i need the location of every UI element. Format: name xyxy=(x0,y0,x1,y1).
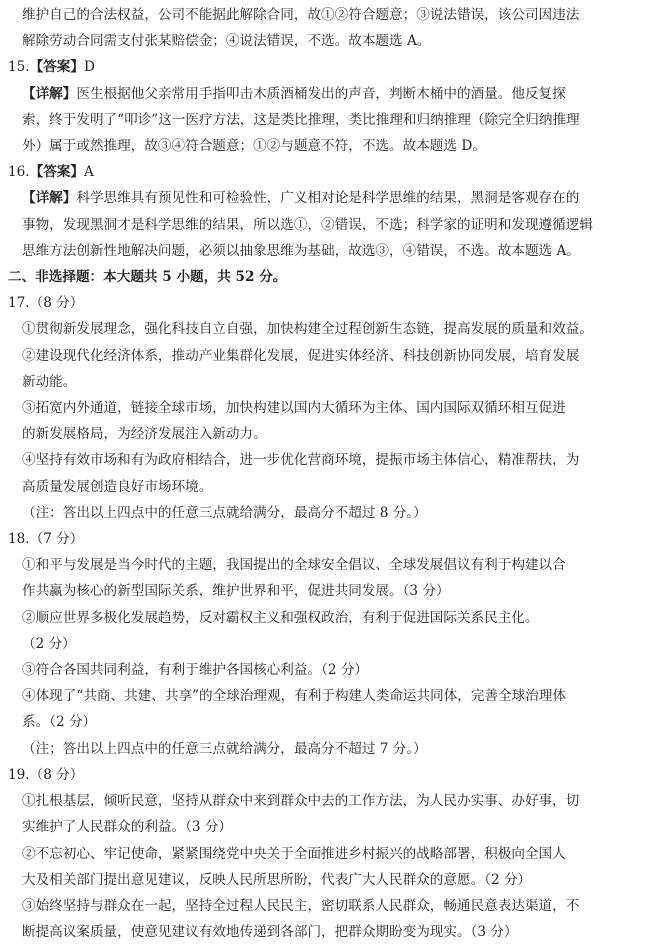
q16-detail-tag: 【详解】 xyxy=(22,190,77,207)
q19-heading: 19.（8 分） xyxy=(8,766,84,783)
q16-number: 16. xyxy=(8,164,30,181)
answer-page xyxy=(8,2,662,945)
intro-line: 维护自己的合法权益，公司不能据此解除合同，故①②符合题意；③说法错误，该公司因违法 xyxy=(22,7,580,23)
q17-line: ④坚持有效市场和有为政府相结合，进一步优化营商环境，提振市场主体信心，精准帮扶，为 xyxy=(22,452,580,469)
q18-line: ②顺应世界多极化发展趋势，反对霸权主义和强权政治，有利于促进国际关系民主化。 xyxy=(22,609,539,626)
q18-line: 作共赢为核心的新型国际关系，维护世界和平，促进共同发展。（3 分） xyxy=(22,583,450,600)
q16-detail-line: 事物，发现黑洞才是科学思维的结果，所以选①，②错误，不选；科学家的证明和发现遵循逻辑 xyxy=(22,216,593,233)
q15-answer: D xyxy=(84,59,95,76)
q16-detail-line: 思维方法创新性地解决问题，必须以抽象思维为基础，故选③，④错误，不选。故本题选 A。 xyxy=(22,242,580,259)
q17-line: ③拓宽内外通道，链接全球市场，加快构建以国内大循环为主体、国内国际双循环相互促进 xyxy=(22,400,566,417)
q17-note: （注：答出以上四点中的任意三点就给满分，最高分不超过 8 分。） xyxy=(22,504,427,521)
intro-line: 解除劳动合同需支付张某赔偿金；④说法错误，不选。故本题选 A。 xyxy=(22,33,431,50)
q18-note: （注；答出以上四点中的任意三点就给满分，最高分不超过 7 分。） xyxy=(22,740,427,757)
q18-line: ③符合各国共同利益，有利于维护各国核心利益。（2 分） xyxy=(22,662,369,679)
q19-line: ②不忘初心、牢记使命，紧紧围绕党中央关于全面推进乡村振兴的战略部署，积极向全国人 xyxy=(22,845,566,862)
q19-line: 实维护了人民群众的利益。（3 分） xyxy=(22,819,233,836)
q16-detail-text: 科学思维具有预见性和可检验性，广义相对论是科学思维的结果，黑洞是客观存在的 xyxy=(76,190,580,207)
q18-line: ④体现了“共商、共建、共享”的全球治理观，有利于构建人类命运共同体，完善全球治理体 xyxy=(22,688,567,705)
q17-line: 新动能。 xyxy=(22,373,77,390)
q19-line: 大及相关部门提出意见建议，反映人民所思所盼，代表广大人民群众的意愿。（2 分） xyxy=(22,871,532,888)
q16-answer-line xyxy=(8,159,662,185)
q15-number: 15. xyxy=(8,59,30,76)
q15-answer-line xyxy=(8,54,662,80)
q16-answer: A xyxy=(84,164,94,181)
q15-detail-text: 医生根据他父亲常用手指叩击木质酒桶发出的声音，判断木桶中的酒量。他反复探 xyxy=(76,85,566,102)
q17-heading: 17.（8 分） xyxy=(8,295,84,312)
q16-detail-line xyxy=(8,185,662,211)
q15-detail-line: 外）属于或然推理，故③④符合题意；①②与题意不符，不选。故本题选 D。 xyxy=(22,138,486,155)
section-heading: 二、非选择题：本大题共 5 小题，共 52 分。 xyxy=(8,269,287,286)
q15-detail-line xyxy=(8,81,662,107)
q18-line: ①和平与发展是当今时代的主题，我国提出的全球安全倡议、全球发展倡议有利于构建以合 xyxy=(22,557,566,574)
q18-line: 系。（2 分） xyxy=(22,714,97,731)
q18-line: （2 分） xyxy=(22,635,76,652)
q15-detail-tag: 【详解】 xyxy=(22,85,77,102)
q19-line: ③始终坚持与群众在一起，坚持全过程人民民主，密切联系人民群众，畅通民意表达渠道，不 xyxy=(22,897,580,914)
q15-detail-line: 索，终于发明了“叩诊”这一医疗方法，这是类比推理，类比推理和归纳推理（除完全归纳推理 xyxy=(22,111,580,128)
q15-answer-tag: 【答案】 xyxy=(29,59,84,76)
q16-answer-tag: 【答案】 xyxy=(29,164,84,181)
q19-line: 断提高议案质量，使意见建议有效地传递到各部门，把群众期盼变为现实。（3 分） xyxy=(22,924,518,941)
q17-line: ①贯彻新发展理念，强化科技自立自强，加快构建全过程创新生态链，提高发展的质量和效益。 xyxy=(22,321,593,338)
q18-heading: 18.（7 分） xyxy=(8,531,84,548)
q19-line: ①扎根基层，倾听民意，坚持从群众中来到群众中去的工作方法，为人民办实事、办好事，切 xyxy=(22,793,580,810)
q17-line: 高质量发展创造良好市场环境。 xyxy=(22,478,213,495)
q17-line: 的新发展格局，为经济发展注入新动力。 xyxy=(22,426,267,443)
q17-line: ②建设现代化经济体系，推动产业集群化发展，促进实体经济、科技创新协同发展，培育发展 xyxy=(22,347,580,364)
